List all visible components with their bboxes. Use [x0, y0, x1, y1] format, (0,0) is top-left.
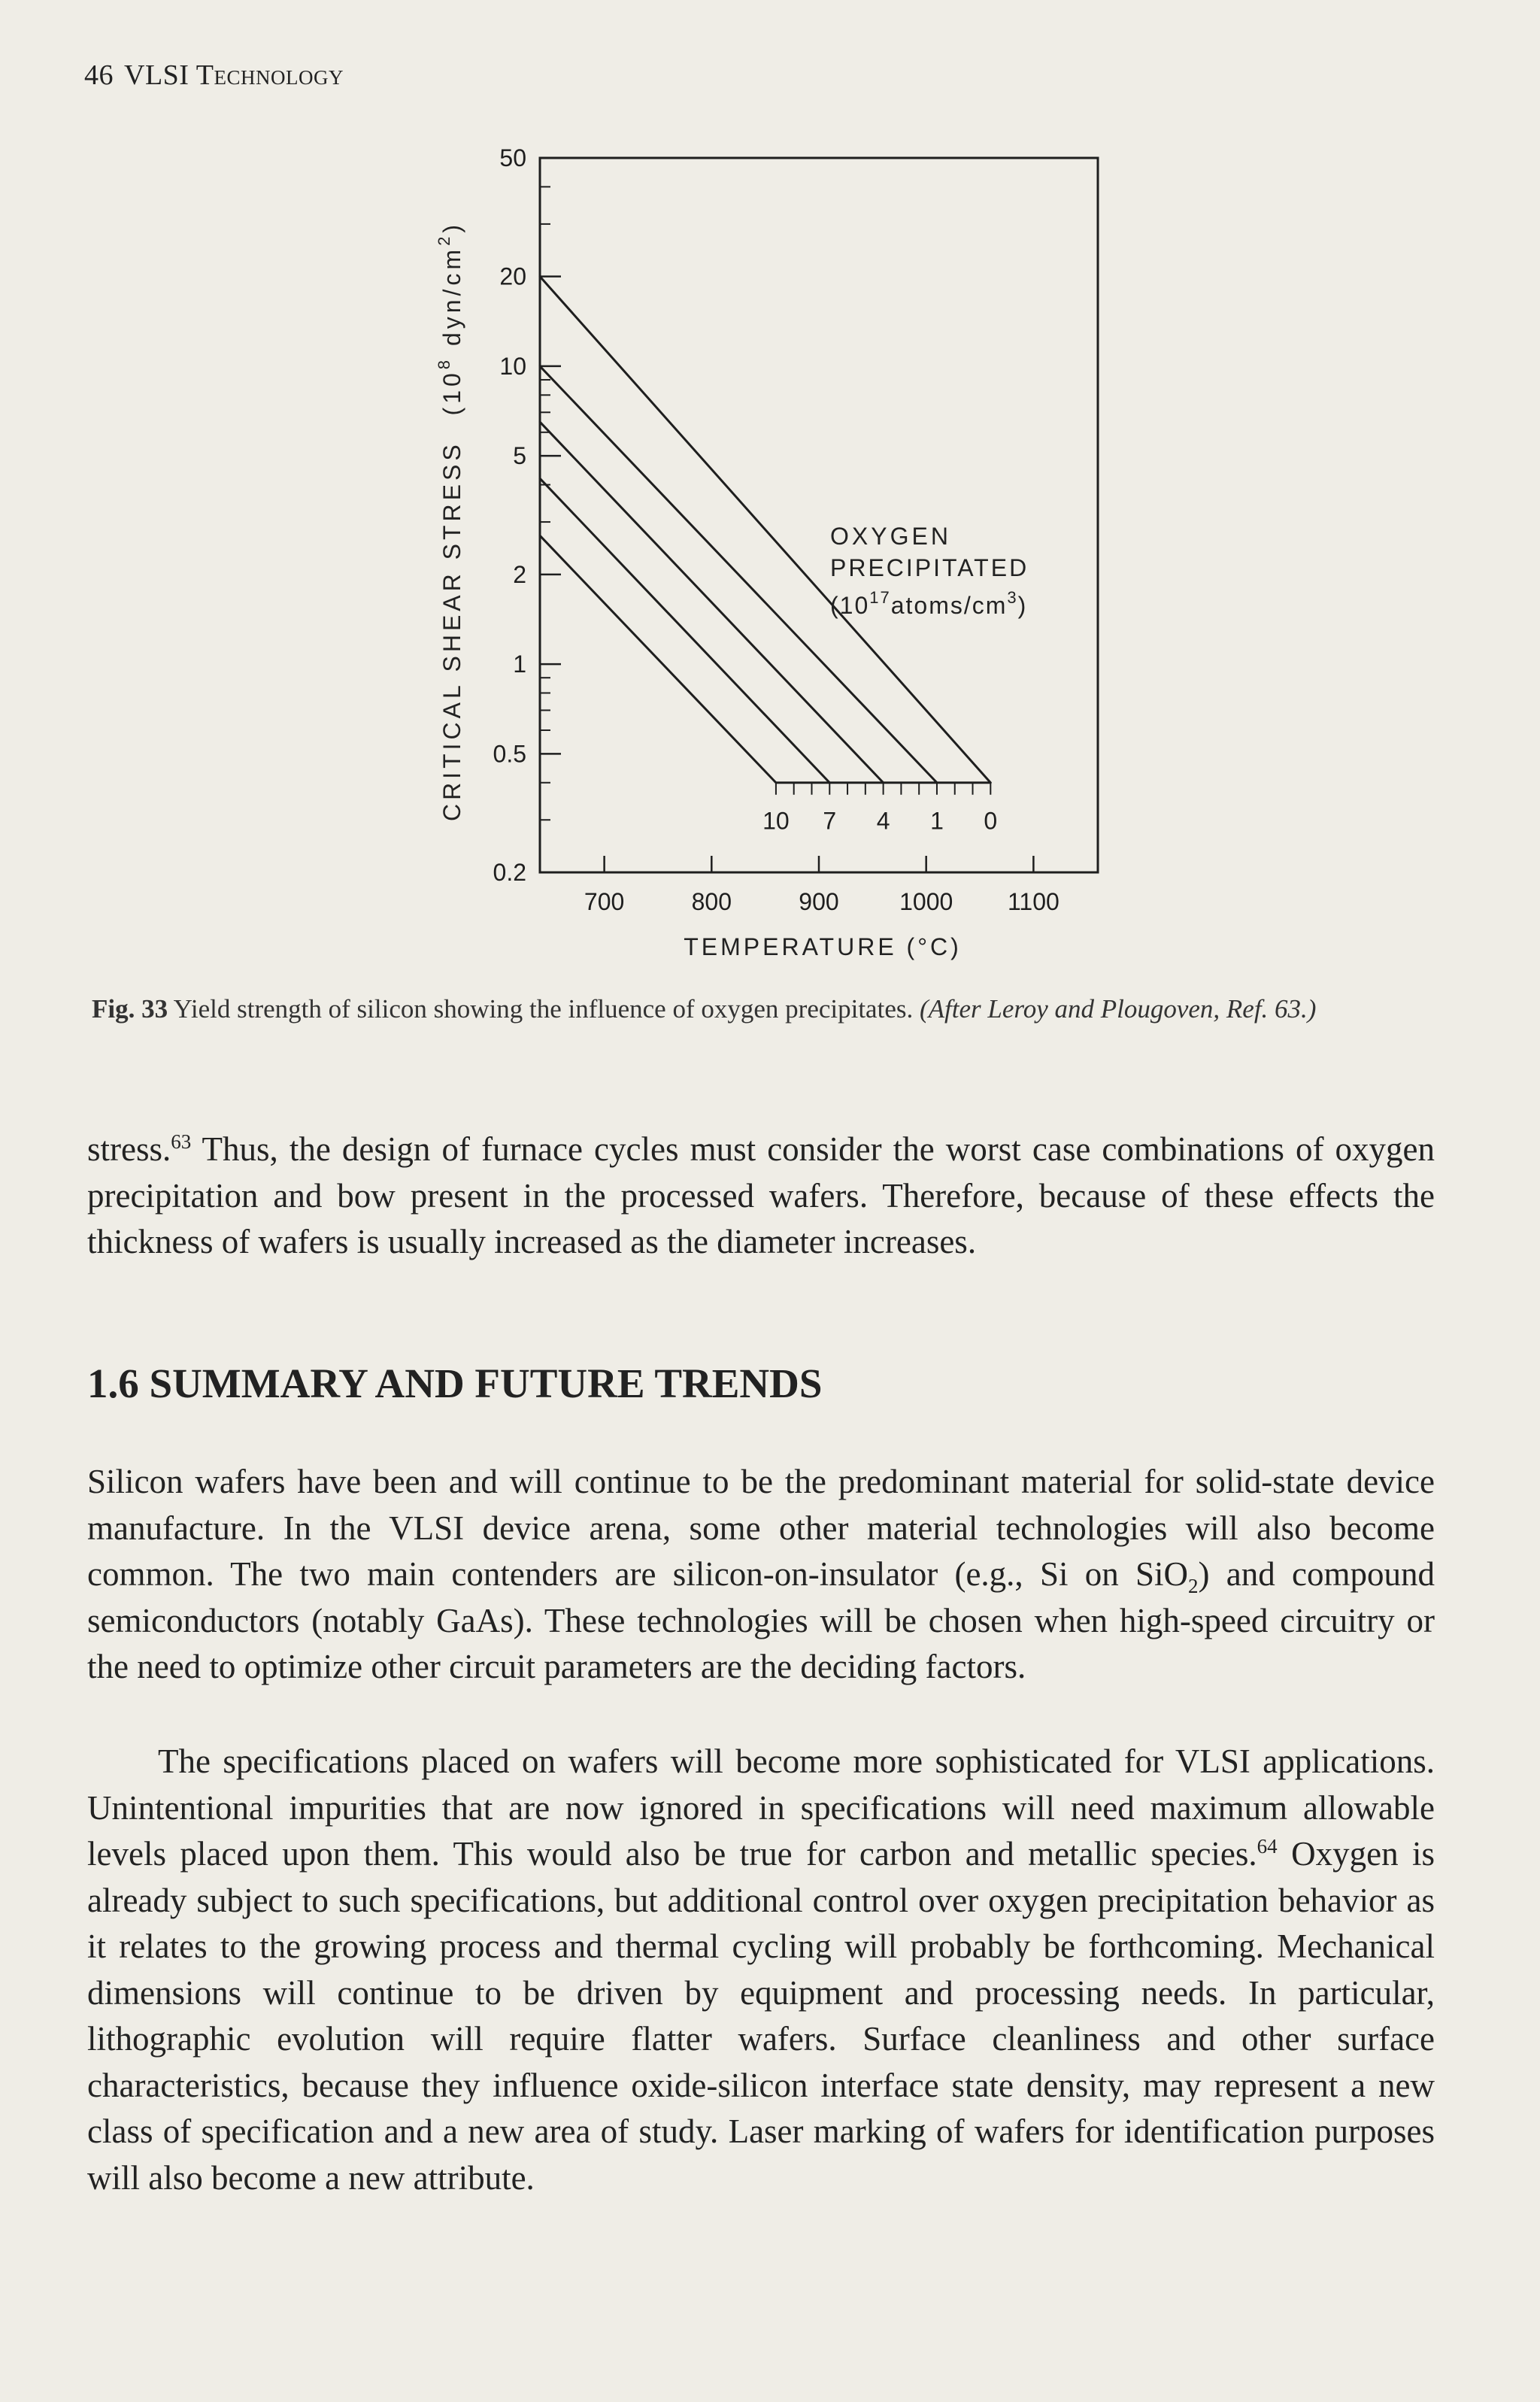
series-label-10: 10 — [762, 807, 790, 835]
figure-caption — [92, 991, 1445, 1027]
y-tick-label: 0.5 — [493, 740, 526, 768]
figure-33-chart — [0, 0, 1540, 978]
paragraph-summary-1 — [87, 1459, 1435, 1691]
x-tick-label: 900 — [799, 888, 839, 915]
y-tick-label: 0.2 — [493, 859, 526, 886]
y-tick-label: 2 — [513, 560, 526, 588]
paragraph-text: Oxygen is already subject to such specifications, but additional control over oxygen precipitation behavior as it relates to the growing process and thermal cycling will probably be forthcoming. Mechanical dimensions will continue to be driven by equipment and processing needs. In particular, lithographic evolution will require flatter wafers. Surface cleanliness and other surface characteristics, because they influence oxide-silicon interface state density, may represent a new class of specification and a new area of study. Laser marking of wafers for identification purposes will also become a new attribute. — [87, 1835, 1435, 2197]
paragraph-text: The specifications placed on wafers will become more sophisticated for VLSI applications. Unintentional impurities that are now ignored in specifications will need maximum allowable levels placed upon them. This would also be true for carbon and metallic species. — [87, 1742, 1435, 1873]
series-label-1: 1 — [930, 807, 944, 835]
series-label-0: 0 — [984, 807, 998, 835]
x-tick-label: 1000 — [899, 888, 953, 915]
reference-63: 63 — [171, 1130, 192, 1153]
caption-text: Yield strength of silicon showing the influence of oxygen precipitates. — [173, 994, 914, 1024]
plot-frame — [540, 158, 1098, 872]
y-axis-label: CRITICAL SHEAR STRESS ($10^8$ dyn/$cm^2$) — [435, 221, 465, 821]
running-title: VLSI Technology — [124, 59, 344, 91]
x-tick-label: 1100 — [1007, 888, 1060, 915]
series-line-10 — [540, 535, 776, 783]
paragraph-summary-2 — [87, 1739, 1435, 2201]
y-tick-label: 1 — [513, 651, 526, 678]
series-label-4: 4 — [876, 807, 890, 835]
x-tick-label: 700 — [584, 888, 625, 915]
subscript-2: 2 — [1188, 1575, 1199, 1597]
series-label-7: 7 — [823, 807, 837, 835]
y-tick-label: 10 — [499, 352, 526, 380]
x-axis-label: TEMPERATURE (°C) — [684, 933, 962, 960]
paragraph-text: Silicon wafers have been and will continue to be the predominant material for solid-state device manufacture. In the VLSI device arena, some other material technologies will also become common. The two main contenders are silicon-on-insulator (e.g., Si on SiO — [87, 1463, 1435, 1593]
y-tick-label: 50 — [499, 144, 526, 171]
paragraph-text: Thus, the design of furnace cycles must consider the worst case combinations of oxygen precipitation and bow present in the processed wafers. Therefore, because of these effects the thickness of wafers is usually increased as the diameter increases. — [87, 1130, 1435, 1260]
caption-attribution: (After Leroy and Plougoven, Ref. 63.) — [919, 994, 1317, 1024]
y-tick-label: 20 — [499, 262, 526, 290]
legend-line-3: $(10^{17}atoms/cm^3)$ — [830, 588, 1028, 619]
legend-line-1: OXYGEN — [830, 523, 951, 550]
section-heading: 1.6 SUMMARY AND FUTURE TRENDS — [87, 1360, 823, 1406]
chart-plot-area — [493, 144, 1098, 915]
x-tick-label: 800 — [691, 888, 732, 915]
page-number: 46 — [84, 59, 114, 91]
legend-line-2: PRECIPITATED — [830, 554, 1029, 581]
paragraph-continuation — [87, 1127, 1435, 1266]
paragraph-start: stress. — [87, 1130, 171, 1168]
reference-64: 64 — [1257, 1835, 1278, 1858]
y-tick-label: 5 — [513, 442, 526, 470]
series-line-7 — [540, 478, 829, 783]
figure-number: Fig. 33 — [92, 994, 168, 1024]
paragraph-text: ) and compound semiconductors (notably GaAs). These technologies will be chosen when high-speed circuitry or the need to optimize other circuit parameters are the deciding factors. — [87, 1555, 1435, 1685]
